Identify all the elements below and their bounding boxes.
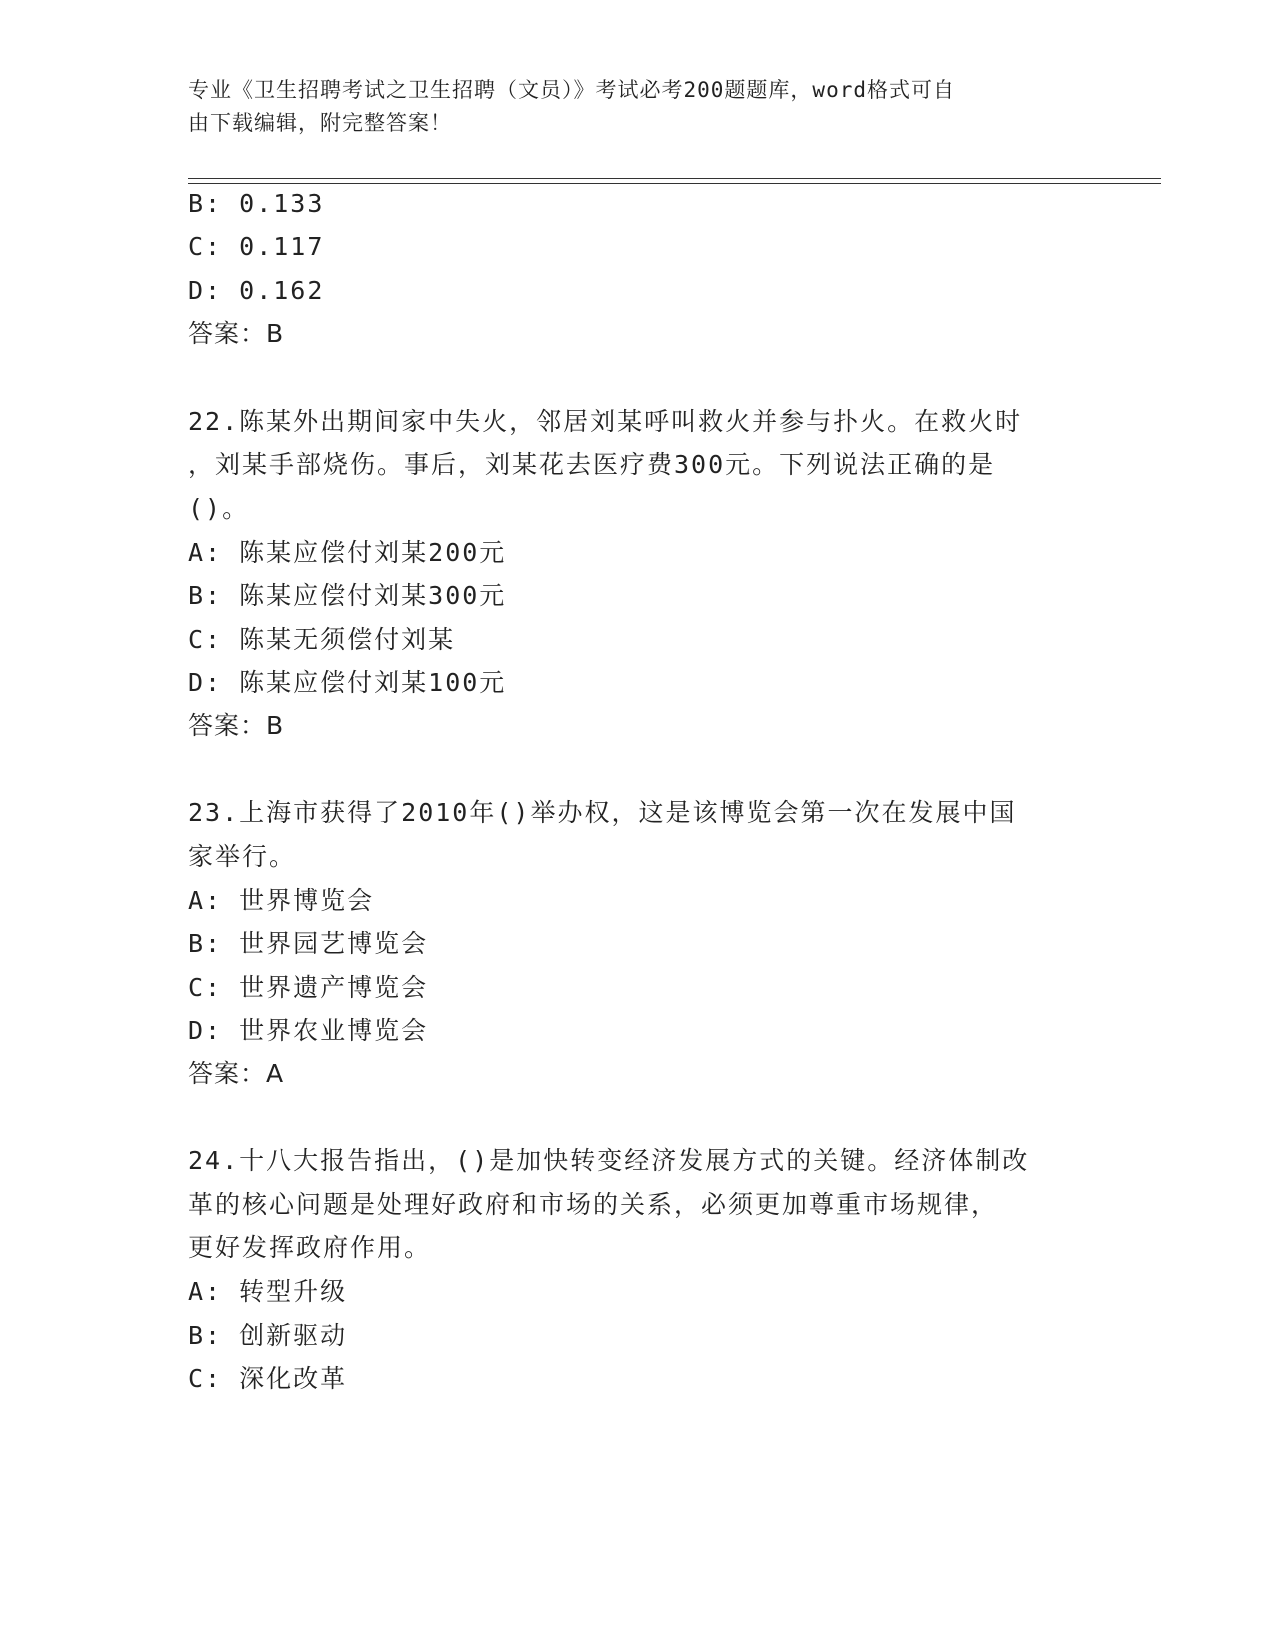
- q23-stem-line-1: 23.上海市获得了2010年()举办权，这是该博览会第一次在发展中国: [188, 798, 1017, 827]
- header-divider-bottom: [188, 183, 1161, 184]
- q22-answer: 答案：B: [188, 711, 285, 740]
- q23-option-d: D: 世界农业博览会: [188, 1016, 429, 1045]
- document-header: [188, 74, 1088, 140]
- q23-stem-line-2: 家举行。: [188, 842, 297, 871]
- q22-option-b: B: 陈某应偿付刘某300元: [188, 581, 507, 610]
- q23-answer: 答案：A: [188, 1059, 285, 1088]
- q22-option-d: D: 陈某应偿付刘某100元: [188, 668, 507, 697]
- q24-option-c: C: 深化改革: [188, 1364, 348, 1393]
- q24-option-b: B: 创新驱动: [188, 1321, 348, 1350]
- q22-option-a: A: 陈某应偿付刘某200元: [188, 538, 507, 567]
- q22-option-c: C: 陈某无须偿付刘某: [188, 625, 456, 654]
- header-line-1: 专业《卫生招聘考试之卫生招聘（文员）》考试必考200题题库，word格式可自: [188, 78, 955, 102]
- q21-answer: 答案：B: [188, 319, 285, 348]
- q24-stem-line-1: 24.十八大报告指出，()是加快转变经济发展方式的关键。经济体制改: [188, 1146, 1030, 1175]
- q24-stem-line-2: 革的核心问题是处理好政府和市场的关系，必须更加尊重市场规律，: [188, 1190, 999, 1219]
- q21-option-d: D: 0.162: [188, 276, 325, 305]
- header-line-2: 由下载编辑，附完整答案！: [188, 111, 452, 135]
- q22-stem-line-3: ()。: [188, 494, 250, 523]
- q21-option-c: C: 0.117: [188, 232, 325, 261]
- q21-option-b: B: 0.133: [188, 189, 325, 218]
- q23-option-a: A: 世界博览会: [188, 886, 375, 915]
- q22-stem-line-1: 22.陈某外出期间家中失火，邻居刘某呼叫救火并参与扑火。在救火时: [188, 407, 1023, 436]
- q24-stem-line-3: 更好发挥政府作用。: [188, 1233, 432, 1262]
- q22-stem-line-2: ，刘某手部烧伤。事后，刘某花去医疗费300元。下列说法正确的是: [188, 450, 996, 479]
- q24-option-a: A: 转型升级: [188, 1277, 348, 1306]
- header-divider-top: [188, 178, 1161, 179]
- q23-option-b: B: 世界园艺博览会: [188, 929, 429, 958]
- q23-option-c: C: 世界遗产博览会: [188, 973, 429, 1002]
